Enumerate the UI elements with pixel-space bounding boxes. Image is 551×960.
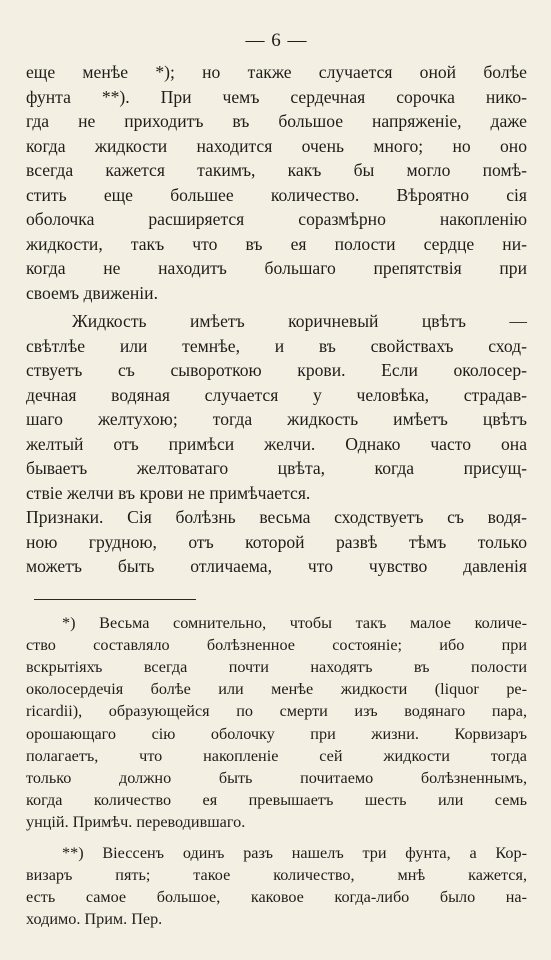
paragraph-2: [26, 309, 527, 505]
page-number: — 6 —: [245, 30, 308, 51]
text-line: Признаки. Сія болѣзнь весьма сходствуетъ съ водя-: [26, 507, 527, 527]
footnote-line: ство составляло болѣзненное состояніе; ибо при: [26, 635, 527, 654]
text-line: своемъ движеніи.: [26, 282, 158, 303]
text-line: бываетъ желтоватаго цвѣта, когда присущ-: [26, 458, 527, 478]
footnote-line: полагаетъ, что накопленіе сей жидкости тогда: [26, 746, 527, 765]
footnote-text: Весьма сомнительно, чтобы такъ малое количе-: [99, 613, 528, 632]
text-line: оболочка расширяется соразмѣрно накопленію: [26, 209, 527, 229]
footnote-line: ricardii), образующейся по смерти изъ водянаго пара,: [26, 702, 527, 721]
footnote-line: визаръ пять; такое количество, мнѣ кажется,: [26, 865, 527, 884]
text-line: когда жидкости находится очень много; но оно: [26, 135, 527, 156]
text-line: дечная водяная случается у человѣка, страдав-: [26, 384, 527, 405]
footnote-text: Віессенъ одинъ разъ нашелъ три фунта, а Кор-: [102, 843, 527, 862]
text-line: ною грудною, отъ которой развѣ тѣмъ только: [26, 531, 527, 552]
text-line: стить еще большее количество. Вѣроятно сія: [26, 184, 527, 205]
text-line: шаго желтухою; тогда жидкость имѣетъ цвѣтъ: [26, 409, 527, 429]
footnote-line: околосердечія болѣе или менѣе жидкости (liquor pe-: [26, 680, 527, 699]
text-line: свѣтлѣе или темнѣе, и въ свойствахъ сход-: [26, 335, 527, 356]
footnote-divider: [34, 599, 196, 600]
text-line: жидкости, такъ что въ ея полости сердце ни-: [26, 233, 527, 254]
footnote-line: есть самое большое, каковое когда-либо было на-: [26, 887, 527, 906]
footnote-marker: *): [62, 613, 76, 632]
text-line: еще менѣе *); но также случается оной болѣе: [26, 62, 527, 82]
text-line: ствіе желчи въ крови не примѣчается.: [26, 482, 311, 503]
text-line: гда не приходитъ въ большое напряженіе, даже: [26, 111, 527, 131]
text-line: желтый отъ примѣси желчи. Однако часто она: [26, 433, 527, 454]
text-line: можетъ быть отличаема, что чувство давленія: [26, 556, 527, 576]
text-line: всегда кажется такимъ, какъ бы могло помѣ-: [26, 160, 527, 180]
text-line: ствуетъ съ сывороткою крови. Если околосер-: [26, 360, 527, 380]
text-line: фунта **). При чемъ сердечная сорочка нико-: [26, 86, 527, 107]
footnote-line: унцій. Примѣч. переводившаго.: [26, 813, 246, 832]
paragraph-3: [26, 505, 527, 579]
footnote-line: только должно быть почитаемо болѣзненнымъ,: [26, 768, 527, 787]
footnote-line: [26, 612, 527, 634]
footnote-line: ходимо. Прим. Пер.: [26, 910, 163, 929]
footnote-2: [26, 842, 527, 931]
footnote-1: [26, 612, 527, 834]
footnote-line: когда количество ея превышаетъ шесть или семь: [26, 791, 527, 810]
paragraph-1: [26, 60, 527, 305]
text-line: Жидкость имѣетъ коричневый цвѣтъ —: [72, 311, 527, 331]
footnote-marker: **): [62, 843, 84, 862]
footnote-line: [26, 842, 527, 864]
text-line: когда не находитъ большаго препятствія при: [26, 258, 527, 278]
footnote-line: орошающаго сію оболочку при жизни. Корвизаръ: [26, 724, 527, 743]
footnote-line: вскрытіяхъ всегда почти находятъ въ полости: [26, 657, 527, 676]
